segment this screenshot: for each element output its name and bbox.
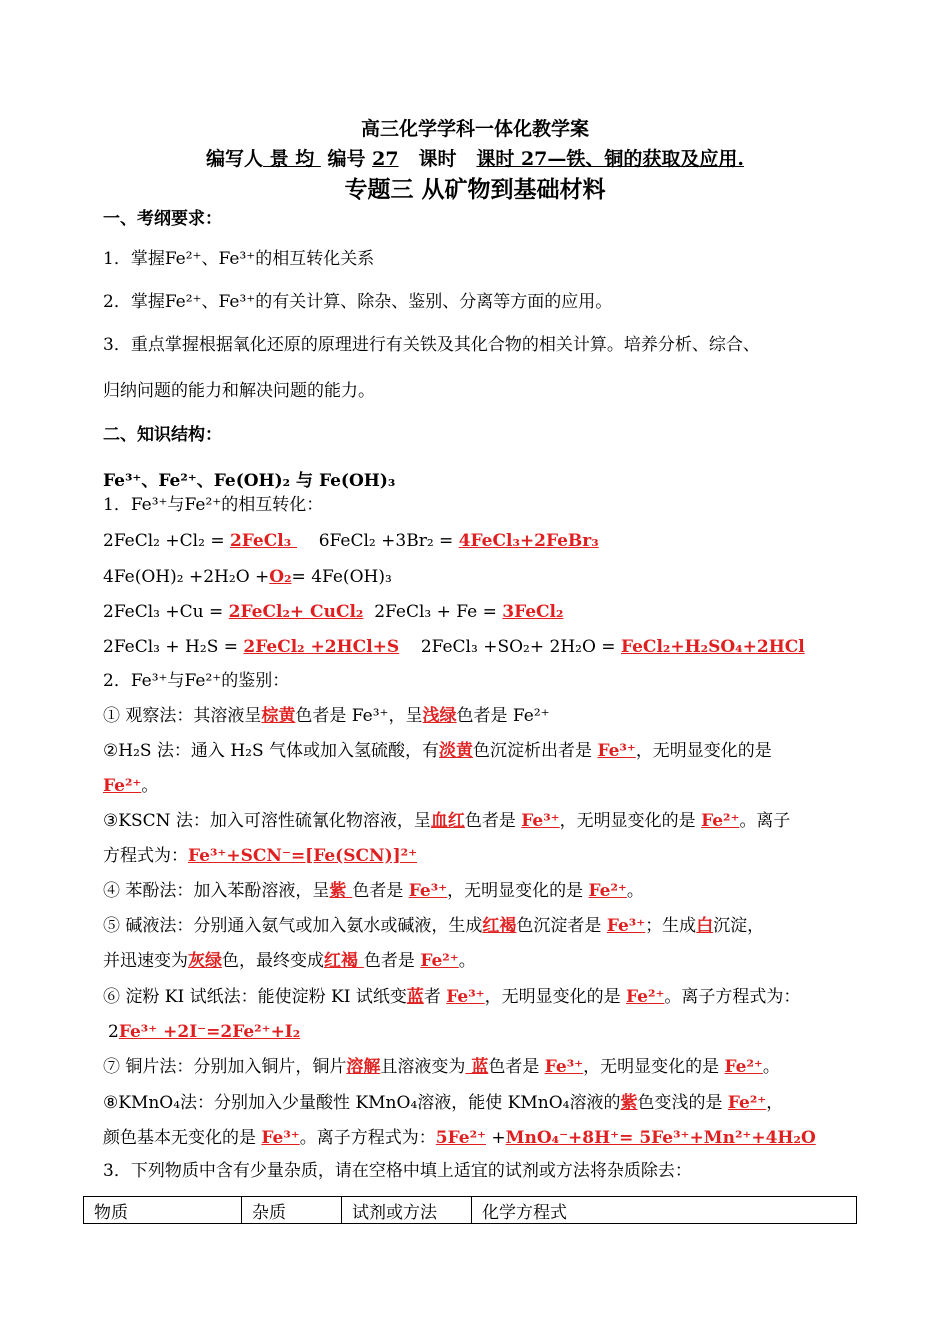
method-2-cont: Fe²⁺。: [103, 776, 159, 796]
objective-1: 1．掌握Fe²⁺、Fe³⁺的相互转化关系: [103, 249, 375, 269]
para-impurity-removal: 3．下列物质中含有少量杂质，请在空格中填上适宜的试剂或方法将杂质除去：: [103, 1161, 692, 1181]
objective-3-cont: 归纳问题的能力和解决问题的能力。: [103, 381, 375, 401]
method-3: ③KSCN 法：加入可溶性硫氰化物溶液，呈血红色者是 Fe³⁺，无明显变化的是 Fe²⁺。离子: [103, 811, 791, 831]
col-header-substance: 物质: [84, 1197, 242, 1224]
topic-title: 专题三 从矿物到基础材料: [344, 176, 606, 203]
author: 景 均: [263, 148, 321, 170]
section2-heading: 二、知识结构：: [103, 425, 222, 445]
para-conversion: 1．Fe³⁺与Fe²⁺的相互转化：: [103, 495, 324, 515]
method-6-cont: 2Fe³⁺ +2I⁻=2Fe²⁺+I₂: [108, 1022, 301, 1042]
method-6: ⑥ 淀粉 KI 试纸法：能使淀粉 KI 试纸变蓝者 Fe³⁺，无明显变化的是 Fe²⁺。离子方程式为：: [103, 987, 801, 1007]
doc-meta-line: 编写人 景 均 编号 27 课时 课时 27—铁、铜的获取及应用.: [206, 148, 744, 170]
objective-2: 2．掌握Fe²⁺、Fe³⁺的有关计算、除杂、鉴别、分离等方面的应用。: [103, 292, 613, 312]
col-header-equation: 化学方程式: [472, 1197, 857, 1224]
subsection-title: Fe³⁺、Fe²⁺、Fe(OH)₂ 与 Fe(OH)₃: [103, 471, 396, 491]
method-8: ⑧KMnO₄法：分别加入少量酸性 KMnO₄溶液，能使 KMnO₄溶液的紫色变浅的是 Fe²⁺，: [103, 1093, 784, 1113]
section1-heading: 一、考纲要求：: [103, 209, 222, 229]
method-5-cont: 并迅速变为灰绿色，最终变成红褐 色者是 Fe²⁺。: [103, 951, 476, 971]
equation-line-2: 4Fe(OH)₂ +2H₂O +O₂= 4Fe(OH)₃: [103, 567, 392, 587]
col-header-impurity: 杂质: [242, 1197, 342, 1224]
method-2: ②H₂S 法：通入 H₂S 气体或加入氢硫酸，有淡黄色沉淀析出者是 Fe³⁺，无明显变化的是: [103, 741, 772, 761]
method-8-cont: 颜色基本无变化的是 Fe³⁺。离子方程式为：5Fe²⁺ +MnO₄⁻+8H⁺= 5Fe³⁺+Mn²⁺+4H₂O: [103, 1128, 816, 1148]
equation-line-3: 2FeCl₃ +Cu = 2FeCl₂+ CuCl₂ 2FeCl₃ + Fe = 3FeCl₂: [103, 602, 564, 622]
method-3-cont: 方程式为：Fe³⁺+SCN⁻=[Fe(SCN)]²⁺: [103, 846, 418, 866]
objective-3: 3．重点掌握根据氧化还原的原理进行有关铁及其化合物的相关计算。培养分析、综合、: [103, 335, 760, 355]
equation-line-1: 2FeCl₂ +Cl₂ = 2FeCl₃ 6FeCl₂ +3Br₂ = 4FeCl₃+2FeBr₃: [103, 531, 599, 551]
method-4: ④ 苯酚法：加入苯酚溶液，呈紫 色者是 Fe³⁺，无明显变化的是 Fe²⁺。: [103, 881, 644, 901]
para-identification: 2．Fe³⁺与Fe²⁺的鉴别：: [103, 671, 290, 691]
lesson-title: 课时 27—铁、铜的获取及应用.: [476, 148, 744, 170]
method-7: ⑦ 铜片法：分别加入铜片，铜片溶解且溶液变为 蓝色者是 Fe³⁺，无明显变化的是 Fe²⁺。: [103, 1057, 780, 1077]
method-1: ① 观察法：其溶液呈棕黄色者是 Fe³⁺，呈浅绿色者是 Fe²⁺: [103, 706, 550, 726]
doc-number: 27: [372, 148, 399, 170]
method-5: ⑤ 碱液法：分别通入氨气或加入氨水或碱液，生成红褐色沉淀者是 Fe³⁺；生成白沉淀，: [103, 916, 765, 936]
doc-title: 高三化学学科一体化教学案: [360, 118, 589, 140]
impurity-table: [83, 1196, 857, 1224]
equation-line-4: 2FeCl₃ + H₂S = 2FeCl₂ +2HCl+S 2FeCl₃ +SO₂+ 2H₂O = FeCl₂+H₂SO₄+2HCl: [103, 637, 805, 657]
table-header-row: [84, 1197, 857, 1224]
col-header-reagent: 试剂或方法: [342, 1197, 472, 1224]
